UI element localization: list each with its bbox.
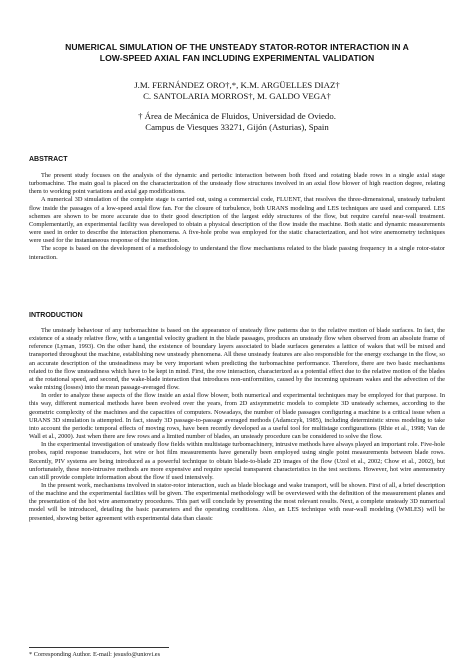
title-line-2: LOW-SPEED AXIAL FAN INCLUDING EXPERIMENTAL VALIDATION [99,53,375,63]
abstract-paragraph-3: The scope is based on the development of a methodology to understand the flow mechanisms related to the blade passing frequency in a single rotor-stator interaction. [29,245,445,261]
abstract-paragraph-2: A numerical 3D simulation of the complete stage is carried out, using a commercial code, FLUENT, that resolves the three-dimensional, unsteady turbulent flow inside the passages of a low-speed axial flow fan. For the closure of turbulence, both URANS modeling and LES techniques are used and compared. LES schemes are shown to be more accurate due to their good description of the largest eddy structures of the flow, but require careful near-wall treatment. Complementarily, an experimental facility was developed to obtain a physical description of the flow inside the machine. Both static and dynamic measurements were used in order to describe the interaction phenomena. A five-hole probe was employed for the static characterization, and hot wire anemometry techniques were used for the instantaneous response of the interaction. [29,196,445,245]
title-line-1: NUMERICAL SIMULATION OF THE UNSTEADY STATOR-ROTOR INTERACTION IN A [65,42,409,52]
intro-paragraph-1: The unsteady behaviour of any turbomachine is based on the appearance of unsteady flow patterns due to the relative motion of blade surfaces. In fact, the existence of a steady relative flow, with a tangential velocity gradient in the blade passages, produces an unsteady flow when observed from an absolute frame of reference (Lyman, 1993). On the other hand, the existence of boundary layers associated to blade surfaces generates a lattice of wakes that will be mixed and transported throughout the machine, establishing new unsteady phenomena. All these unsteady features are also responsible for the energy exchange in the flow, so an accurate description of the unsteadiness may be very important when predicting the turbomachine performance. Therefore, there are two basic mechanisms related to the flow unsteadiness which have to be kept in mind. First, the row interaction, characterized as a potential effect due to the relative motion of the blades at the rotational speed, and second, the wake-blade interaction that introduces non-uniformities, caused by the incoming upstream wakes and the advection of the wake mixing (losses) into the mean passage-averaged flow. [29,327,445,392]
abstract-heading: ABSTRACT [29,156,68,163]
footnote-divider [29,647,169,648]
intro-paragraph-2: In order to analyze these aspects of the flow inside an axial flow blower, both numerical and experimental techniques may be employed for that purpose. In this way, different numerical methods have been evolved over the years, from 2D axisymmetric models to complete 3D unsteady schemes, according to the geometric complexity of the machines and the capacities of computers. Nowadays, the number of blade passages configuring a machine is a critical issue when a URANS 3D simulation is attempted. In fact, steady 3D passage-to-passage averaged methods (Adamczyk, 1985), including deterministic stress modeling to take into account the periodic temporal effects of moving rows, have been recently developed as a useful tool for multistage configurations (Rhie et al., 1998; Van de Wall et al., 2000). Just when there are few rows and a limited number of blades, an unsteady procedure can be considered to solve the flow. [29,392,445,441]
intro-paragraph-3: In the experimental investigation of unsteady flow fields within multistage turbomachinery, intrusive methods have always played an important role. Five-hole probes, rapid response transducers, hot wire or hot film measurements have generally been employed using single point measurements between blade rows. Recently, PIV systems are being introduced as a powerful technique to obtain blade-to-blade 2D images of the flow (Uzol et al., 2002; Chow et al., 2002), but unfortunately, these non-intrusive methods are more expensive and require special transparent characteristics in the test sections. However, hot wire anemometry can still provide complete information about the flow if used intensively. [29,441,445,481]
affiliation-line-2: Campus de Viesques 33271, Gijón (Asturias), Spain [145,122,329,132]
authors-line-2: C. SANTOLARIA MORROS†, M. GALDO VEGA† [143,91,331,101]
authors-line-1: J.M. FERNÁNDEZ ORO†,*, K.M. ARGÜELLES DIAZ† [134,80,340,90]
abstract-paragraph-1: The present study focuses on the analysis of the dynamic and periodic interaction between both fixed and rotating blade rows in a single axial stage turbomachine. The main goal is placed on the characterization of the unsteady flow structures involved in an axial flow blower of high reaction degree, relating them to working point variations and axial gap modifications. [29,172,445,196]
affiliation-line-1: † Área de Mecánica de Fluidos, Universidad de Oviedo. [138,111,336,121]
corresponding-author-footnote: * Corresponding Author. E-mail: jesusfo@uniovi.es [29,651,161,658]
author-list [60,80,414,102]
paper-title [40,42,434,64]
abstract-body [29,172,445,262]
introduction-body [29,327,445,523]
affiliation [60,111,414,133]
introduction-heading: INTRODUCTION [29,312,83,319]
intro-paragraph-4: In the present work, mechanisms involved in stator-rotor interaction, such as blade blockage and wake transport, will be shown. First of all, a brief description of the machine and the experimental facilities will be given. The experimental methodology will be overviewed with the definition of the measurement planes and the presentation of the hot wire anemometry procedures. This part will conclude by presenting the most relevant results. Next, a complete unsteady 3D numerical model will be introduced, detailing the basic parameters and the operating conditions. Also, an LES technique with near-wall modeling (WMLES) will be presented, showing better agreement with experimental data than classic [29,481,445,522]
